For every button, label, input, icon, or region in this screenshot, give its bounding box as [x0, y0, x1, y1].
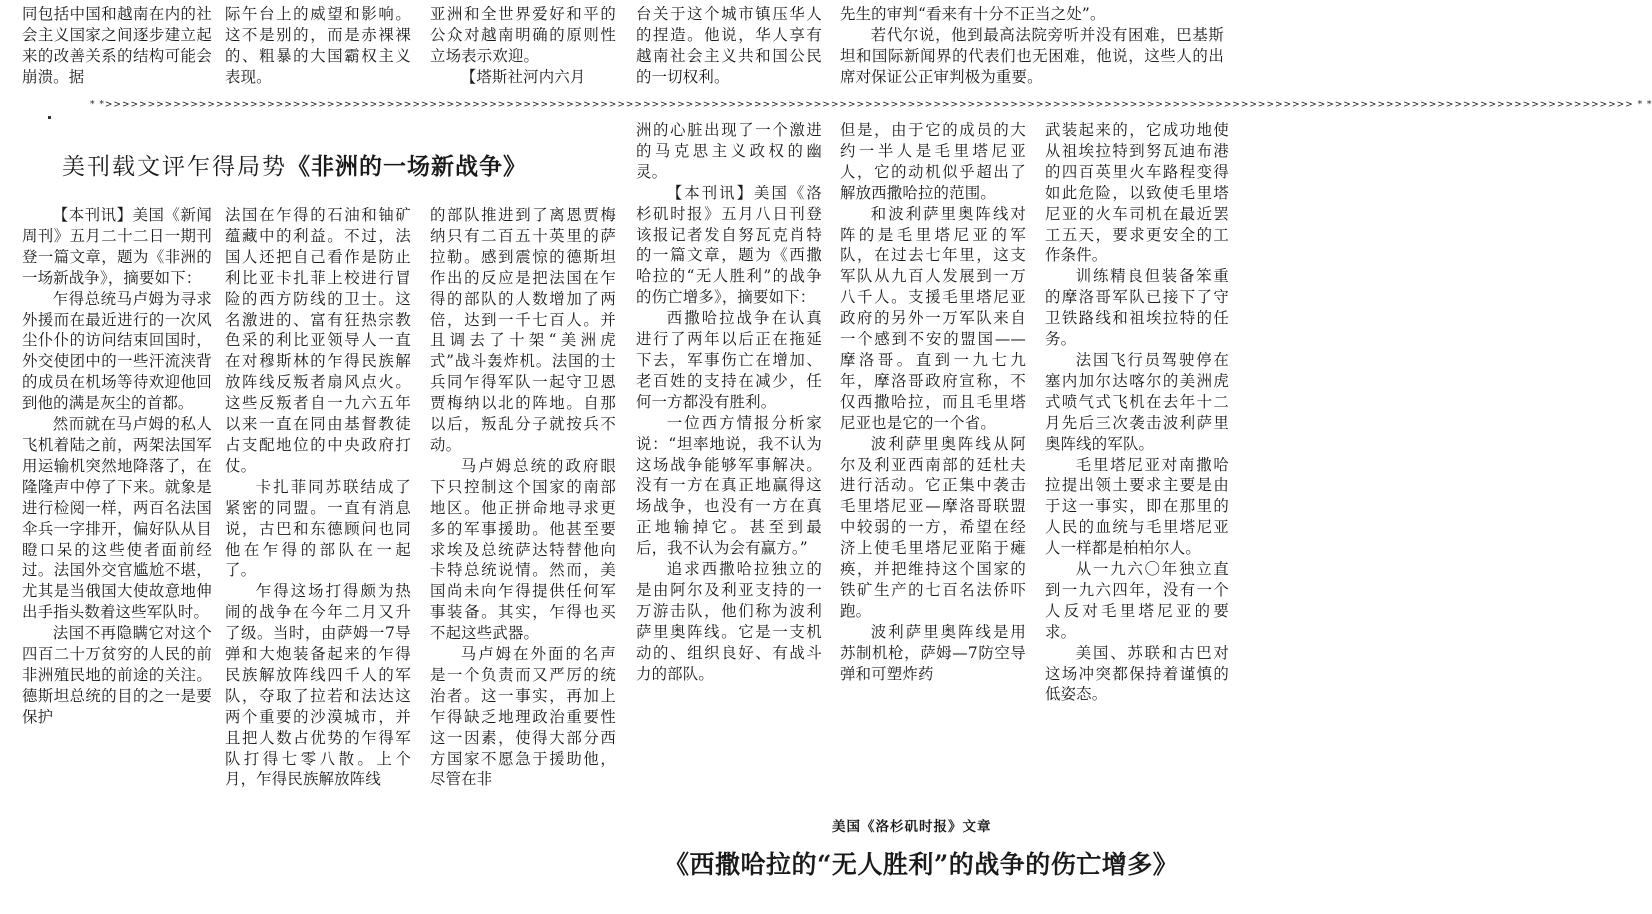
paragraph: 毛里塔尼亚对南撒哈拉提出领土要求主要是由于这一事实，即在那里的人民的血统与毛里塔尼亚人一样都是柏柏尔人。 [1045, 455, 1229, 558]
article-2-source-line: 美国《洛杉矶时报》文章 [832, 819, 992, 835]
paragraph: 法国在乍得的石油和铀矿蕴藏中的利益。不过，法国人还把自己看作是防止利比亚卡扎菲上校进行冒险的西方防线的卫士。这名激进的、富有狂热宗教色采的利比亚领导人一直在对穆斯林的乍得民族解放阵线反叛者扇风点火。这些反叛者自一九六五年以来一直在同由基督教徒占支配地位的中央政府打仗。 [225, 206, 411, 475]
ornamental-divider: * *>>>>>>>>>>>>>>>>>>>>>>>>>>>>>>>>>>>>>>>>>>>>>>>>>>>>>>>>>>>>>>>>>>>>>>>>>>>>>>>>>>>>>>>>>>>>>>>>>>>>>>>>>>>>>>>>>>>>>>>>>>>>>>>>>>>>>>>>>>>>>>>>>>>>>>>>>>>>>>>>>>>>>>>>>>>>>>>>>>> * * [90, 100, 1652, 110]
paragraph: 波利萨里奥阵线从阿尔及利亚西南部的廷杜夫进行活动。它正集中袭击毛里塔尼亚—摩洛哥联盟中较弱的一方，希望在经济上使毛里塔尼亚陷于瘫痪，并把维持这个国家的铁矿生产的七百名法侨吓跑。 [840, 434, 1026, 620]
headline-title: 《非洲的一场新战争》 [287, 153, 527, 180]
top-column-4 [636, 4, 822, 94]
paragraph: 【本刊讯】美国《洛杉矶时报》五月八日刊登该报记者发自努瓦克肖特的一篇文章，题为《西撒哈拉的“无人胜利”的战争的伤亡增多》，摘要如下： [636, 183, 822, 307]
paragraph: 先生的审判“看来有十分不正当之处”。 [840, 5, 1106, 23]
paragraph: 西撒哈拉战争在认真进行了两年以后正在拖延下去，军事伤亡在增加、老百姓的支持在减少，任何一方都没有胜利。 [636, 309, 822, 411]
paragraph: 的部队推进到了离恩贾梅纳只有二百五十英里的萨拉勒。感到震惊的德斯坦作出的反应是把法国在乍得的部队的人数增加了两倍，达到一千七百人。并且调去了十架“美洲虎式”战斗轰炸机。法国的士兵同乍得军队一起守卫恩贾梅纳以北的阵地。自那以后，叛乱分子就按兵不动。 [430, 206, 616, 454]
paragraph: 法国飞行员驾驶停在塞内加尔达喀尔的美洲虎式喷气式飞机在去年十二月先后三次袭击波利萨里奥阵线的军队。 [1045, 350, 1229, 453]
paragraph: 法国不再隐瞒它对这个四百二十万贫穷的人民的前非洲殖民地的前途的关注。德斯坦总统的目的之一是要保护 [22, 624, 212, 726]
article-2-column-2 [840, 120, 1026, 800]
article-1-column-2 [225, 205, 411, 905]
paragraph: 际午台上的威望和影响。这不是别的，而是赤裸裸的、粗暴的大国霸权主义表现。 [225, 5, 411, 86]
paragraph: 追求西撒哈拉独立的是由阿尔及利亚支持的一万游击队，他们称为波利萨里奥阵线。它是一支机动的、组织良好、有战斗力的部队。 [636, 560, 822, 683]
paragraph: 亚洲和全世界爱好和平的公众对越南明确的原则性立场表示欢迎。 [430, 5, 616, 65]
print-speck [48, 116, 51, 119]
article-1-column-3 [430, 205, 616, 905]
paragraph: 若代尔说，他到最高法院旁听并没有困难，巴基斯坦和国际新闻界的代表们也无困难，他说，这些人的出席对保证公正审判极为重要。 [840, 25, 1224, 86]
paragraph: 乍得这场打得颇为热闹的战争在今年二月又升了级。当时，由萨姆一7导弹和大炮装备起来的乍得民族解放阵线四千人的军队，夺取了拉若和法达这两个重要的沙漠城市，并且把人数占优势的乍得军队打得七零八散。上个月，乍得民族解放阵线 [225, 582, 411, 789]
paragraph: 马卢姆总统的政府眼下只控制这个国家的南部地区。他正拼命地寻求更多的军事援助。他甚至要求埃及总统萨达特替他向卡特总统说情。然而，美国尚未向乍得提供任何军事装备。其实，乍得也买不起这些武器。 [430, 456, 616, 643]
paragraph: 波利萨里奥阵线是用苏制机枪，萨姆—7防空导弹和可塑炸药 [840, 622, 1026, 683]
paragraph: 【塔斯社河内六月 [460, 67, 586, 86]
paragraph: 从一九六〇年独立直到一九六四年，没有一个人反对毛里塔尼亚的要求。 [1045, 560, 1229, 641]
paragraph: 武装起来的，它成功地使从祖埃拉特到努瓦迪布港的四百英里火车路程变得如此危险，以致使毛里塔尼亚的火车司机在最近罢工五天，要求更安全的工作条件。 [1045, 121, 1229, 265]
paragraph: 然而就在马卢姆的私人飞机着陆之前，两架法国军用运输机突然地降落了，在隆隆声中停了下来。就象是进行检阅一样，两百名法国伞兵一字排开，偏好队从目瞪口呆的这些使者面前经过。法国外交官尴尬不堪，尤其是当俄国大使故意地伸出手指头数着这些军队时。 [22, 415, 212, 622]
article-2-column-3 [1045, 120, 1229, 800]
article-1-headline [62, 148, 602, 181]
paragraph: 训练精良但装备笨重的摩洛哥军队已接下了守卫铁路线和祖埃拉特的任务。 [1045, 267, 1229, 349]
paragraph: 【本刊讯】美国《新闻周刊》五月二十二日一期刊登一篇文章，题为《非洲的一场新战争》，摘要如下： [22, 206, 212, 287]
headline-lead: 美刊载文评乍得局势 [62, 154, 287, 180]
paragraph: 台关于这个城市镇压华人的捏造。他说，华人享有越南社会主义共和国公民的一切权利。 [636, 5, 822, 86]
paragraph: 卡扎菲同苏联结成了紧密的同盟。一直有消息说，古巴和东德顾问也同他在乍得的部队在一起了。 [225, 477, 411, 580]
paragraph: 乍得总统马卢姆为寻求外援而在最近进行的一次风尘仆仆的访问结束回国时，外交使团中的一些汗流浃背的成员在机场等待欢迎他回到他的满是灰尘的首都。 [22, 289, 212, 413]
article-2-headline: 《西撒哈拉的“无人胜利”的战争的伤亡增多》 [664, 850, 1179, 879]
paragraph: 马卢姆在外面的名声是一个负责而又严厉的统治者。这一事实，再加上乍得缺乏地理政治重要性这一因素，使得大部分西方国家不愿急于援助他，尽管在非 [430, 645, 616, 789]
article-1-column-1 [22, 205, 212, 905]
top-column-3 [430, 4, 616, 94]
top-column-1 [22, 4, 212, 94]
top-column-2 [225, 4, 411, 94]
article-2-column-1 [636, 120, 822, 800]
paragraph: 美国、苏联和古巴对这场冲突都保持着谨慎的低姿态。 [1045, 643, 1229, 704]
paragraph: 一位西方情报分析家说：“坦率地说，我不认为这场战争能够军事解决。没有一方在真正地赢得这场战争，也没有一方在真正地输掉它。甚至到最后，我不认为会有赢方。” [636, 413, 822, 558]
paragraph: 洲的心脏出现了一个激进的马克思主义政权的幽灵。 [636, 121, 822, 181]
top-column-5 [840, 4, 1224, 94]
paragraph: 同包括中国和越南在内的社会主义国家之间逐步建立起来的改善关系的结构可能会崩溃。据 [22, 5, 212, 86]
paragraph: 和波利萨里奥阵线对阵的是毛里塔尼亚的军队，在过去七年里，这支军队从九百人发展到一万八千人。支援毛里塔尼亚政府的另外一万军队来自一个感到不安的盟国——摩洛哥。直到一九七九年，摩洛哥政府宣称，不仅西撒哈拉，而且毛里塔尼亚也是它的一个省。 [840, 204, 1026, 432]
paragraph: 但是，由于它的成员的大约一半人是毛里塔尼亚人，它的动机似乎超出了解放西撒哈拉的范围。 [840, 121, 1026, 202]
